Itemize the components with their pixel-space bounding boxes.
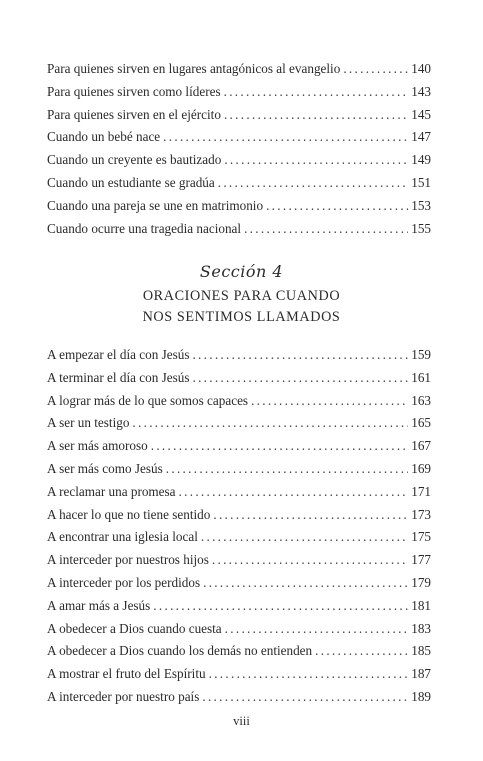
toc-entry-page: 165	[411, 415, 431, 431]
toc-entry-title: Cuando una pareja se une en matrimonio	[47, 197, 264, 213]
toc-entry-page: 187	[411, 666, 431, 682]
toc-entry-title: A interceder por los perdidos	[47, 574, 201, 590]
dot-leader	[202, 686, 408, 709]
toc-entry	[47, 435, 431, 458]
toc-entry-title: Para quienes sirven como líderes	[47, 83, 221, 99]
toc-entry-title: A obedecer a Dios cuando los demás no entienden	[47, 643, 313, 659]
dot-leader	[201, 526, 408, 549]
toc-entry-page: 145	[411, 106, 431, 122]
toc-entry-page: 163	[411, 392, 431, 408]
toc-entry-title: Para quienes sirven en el ejército	[47, 106, 221, 122]
toc-entry-title: Cuando un bebé nace	[47, 129, 161, 145]
toc-entry	[47, 526, 431, 549]
toc-entry-title: Cuando un estudiante se gradúa	[47, 174, 215, 190]
toc-entry-title: A ser más como Jesús	[47, 460, 163, 476]
toc-entry	[47, 458, 431, 481]
toc-entry-title: A ser más amoroso	[47, 438, 148, 454]
dot-leader	[213, 504, 408, 527]
toc-entry	[47, 595, 431, 618]
toc-entry-page: 183	[411, 620, 431, 636]
toc-entry-title: Cuando un creyente es bautizado	[47, 152, 222, 168]
dot-leader	[179, 481, 409, 504]
toc-entry-page: 169	[411, 460, 431, 476]
toc-entry	[47, 549, 431, 572]
toc-entry-page: 179	[411, 574, 431, 590]
toc-entry	[47, 58, 431, 81]
dot-leader	[225, 618, 409, 641]
toc-entry	[47, 686, 431, 709]
dot-leader	[224, 149, 408, 172]
toc-entry-page: 161	[411, 369, 431, 385]
toc-entry-page: 149	[411, 152, 431, 168]
toc-entry-page: 175	[411, 529, 431, 545]
dot-leader	[153, 595, 408, 618]
dot-leader	[192, 344, 408, 367]
toc-entry	[47, 104, 431, 127]
toc-entry-page: 155	[411, 220, 431, 236]
toc-entry	[47, 218, 431, 241]
toc-entry-title: Para quienes sirven en lugares antagónicos al evangelio	[47, 61, 341, 76]
toc-entry-page: 189	[411, 688, 431, 704]
toc-entry-page: 167	[411, 438, 431, 454]
dot-leader	[218, 172, 408, 195]
toc-entry	[47, 390, 431, 413]
dot-leader	[315, 640, 408, 663]
dot-leader	[266, 195, 408, 218]
toc-entry-title: A mostrar el fruto del Espíritu	[47, 666, 206, 682]
toc-entry-page: 143	[411, 83, 431, 99]
toc-entry	[47, 172, 431, 195]
dot-leader	[224, 104, 408, 127]
toc-entry-page: 171	[411, 483, 431, 499]
toc-entry-page: 185	[411, 643, 431, 659]
toc-entry-title: A ser un testigo	[47, 415, 130, 431]
section-heading-line-1: ORACIONES PARA CUANDO	[142, 288, 341, 304]
toc-entry-title: A interceder por nuestros hijos	[47, 552, 209, 568]
dot-leader	[343, 58, 408, 81]
toc-entry	[47, 412, 431, 435]
toc-entry-title: A interceder por nuestro país	[47, 688, 200, 704]
toc-entry-page: 147	[411, 129, 431, 145]
dot-leader	[244, 218, 408, 241]
dot-leader	[251, 390, 408, 413]
toc-entry	[47, 195, 431, 218]
toc-entry-title: A hacer lo que no tiene sentido	[47, 506, 211, 522]
toc-entry-page: 177	[411, 552, 431, 568]
dot-leader	[163, 126, 408, 149]
toc-list-bottom	[47, 344, 431, 709]
toc-entry-page: 159	[411, 347, 431, 362]
toc-entry-title: A terminar el día con Jesús	[47, 369, 190, 385]
toc-entry	[47, 367, 431, 390]
toc-entry	[47, 663, 431, 686]
toc-entry-page: 173	[411, 506, 431, 522]
toc-entry	[47, 618, 431, 641]
dot-leader	[132, 412, 408, 435]
toc-entry-title: A reclamar una promesa	[47, 483, 176, 499]
section-heading-line-2: NOS SENTIMOS LLAMADOS	[142, 309, 341, 325]
toc-entry	[47, 481, 431, 504]
toc-entry-title: A lograr más de lo que somos capaces	[47, 392, 249, 408]
toc-entry-page: 151	[411, 174, 431, 190]
dot-leader	[151, 435, 408, 458]
toc-entry	[47, 149, 431, 172]
toc-entry-title: A empezar el día con Jesús	[47, 347, 190, 362]
toc-entry-title: Cuando ocurre una tragedia nacional	[47, 220, 242, 236]
section-label: Sección 4	[199, 262, 284, 281]
dot-leader	[224, 81, 409, 104]
toc-entry-page: 153	[411, 197, 431, 213]
toc-entry-page: 140	[411, 61, 431, 76]
page-number: viii	[233, 714, 250, 728]
toc-entry	[47, 640, 431, 663]
toc-entry-title: A encontrar una iglesia local	[47, 529, 198, 545]
toc-entry	[47, 81, 431, 104]
dot-leader	[212, 549, 408, 572]
toc-entry	[47, 572, 431, 595]
dot-leader	[209, 663, 409, 686]
toc-entry	[47, 504, 431, 527]
toc-entry-title: A amar más a Jesús	[47, 597, 151, 613]
dot-leader	[203, 572, 408, 595]
toc-entry-page: 181	[411, 597, 431, 613]
toc-entry	[47, 126, 431, 149]
toc-entry-title: A obedecer a Dios cuando cuesta	[47, 620, 222, 636]
dot-leader	[192, 367, 408, 390]
toc-entry	[47, 344, 431, 367]
toc-list-top	[47, 58, 431, 240]
dot-leader	[166, 458, 408, 481]
